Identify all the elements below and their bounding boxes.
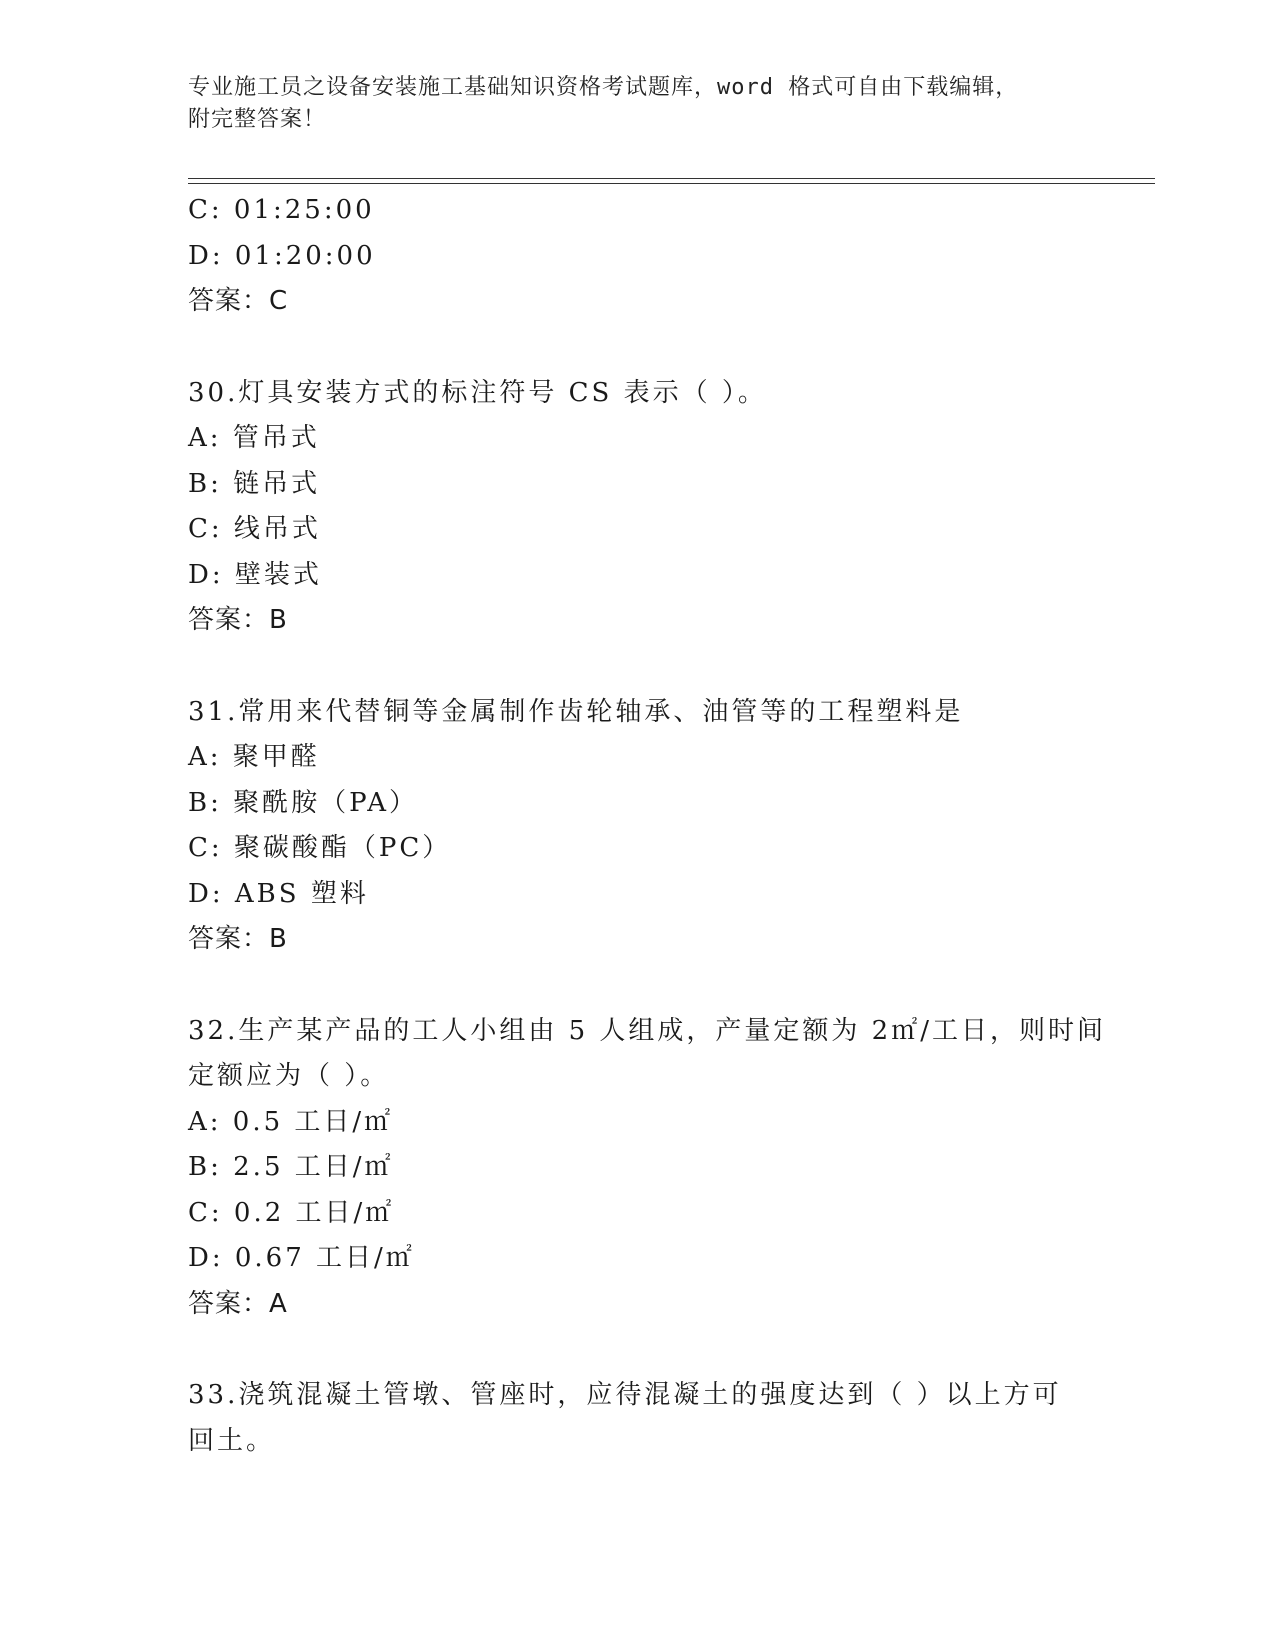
option-c: C: 01:25:00 xyxy=(188,195,375,225)
document-header xyxy=(188,72,1088,136)
option-b: B: 链吊式 xyxy=(188,468,321,499)
question-stem: 31.常用来代替铜等金属制作齿轮轴承、油管等的工程塑料是 xyxy=(188,696,964,727)
option-d: D: ABS 塑料 xyxy=(188,878,369,909)
option-c: C: 聚碳酸酯（PC） xyxy=(188,833,452,863)
header-line-1: 专业施工员之设备安装施工基础知识资格考试题库，word 格式可自由下载编辑， xyxy=(188,75,1019,100)
option-d: D: 壁装式 xyxy=(188,559,322,590)
question-stem: 30.灯具安装方式的标注符号 CS 表示（ ）。 xyxy=(188,377,767,408)
spacer xyxy=(188,1327,1148,1373)
option-a: A: 聚甲醛 xyxy=(188,742,320,772)
header-line-2: 附完整答案！ xyxy=(188,107,327,132)
spacer xyxy=(188,963,1148,1009)
option-d: D: 0.67 工日/㎡ xyxy=(188,1243,415,1273)
option-d: D: 01:20:00 xyxy=(188,240,376,271)
question-stem: 32.生产某产品的工人小组由 5 人组成，产量定额为 2㎡/工日，则时间 xyxy=(188,1015,1106,1046)
option-c: C: 线吊式 xyxy=(188,514,321,544)
question-32 xyxy=(188,1009,1148,1328)
option-a: A: 管吊式 xyxy=(188,423,320,453)
header-rule-bottom xyxy=(188,183,1155,184)
option-a: A: 0.5 工日/㎡ xyxy=(188,1106,394,1137)
question-stem-continued: 定额应为（ ）。 xyxy=(188,1061,390,1091)
header-rule-top xyxy=(188,178,1155,179)
answer-line: 答案：C xyxy=(188,286,289,316)
question-30 xyxy=(188,371,1148,644)
option-b: B: 聚酰胺（PA） xyxy=(188,787,419,818)
question-31 xyxy=(188,690,1148,963)
spacer xyxy=(188,644,1148,690)
question-stem-continued: 回土。 xyxy=(188,1425,276,1456)
question-33 xyxy=(188,1373,1148,1464)
question-stem: 33.浇筑混凝土管墩、管座时，应待混凝土的强度达到（ ）以上方可 xyxy=(188,1380,1062,1410)
answer-line: 答案：B xyxy=(188,924,288,954)
question-content xyxy=(188,188,1148,1464)
spacer xyxy=(188,325,1148,371)
answer-line: 答案：A xyxy=(188,1288,288,1319)
option-b: B: 2.5 工日/㎡ xyxy=(188,1152,394,1182)
option-c: C: 0.2 工日/㎡ xyxy=(188,1197,395,1228)
answer-line: 答案：B xyxy=(188,605,288,635)
question-29-tail xyxy=(188,188,1148,325)
